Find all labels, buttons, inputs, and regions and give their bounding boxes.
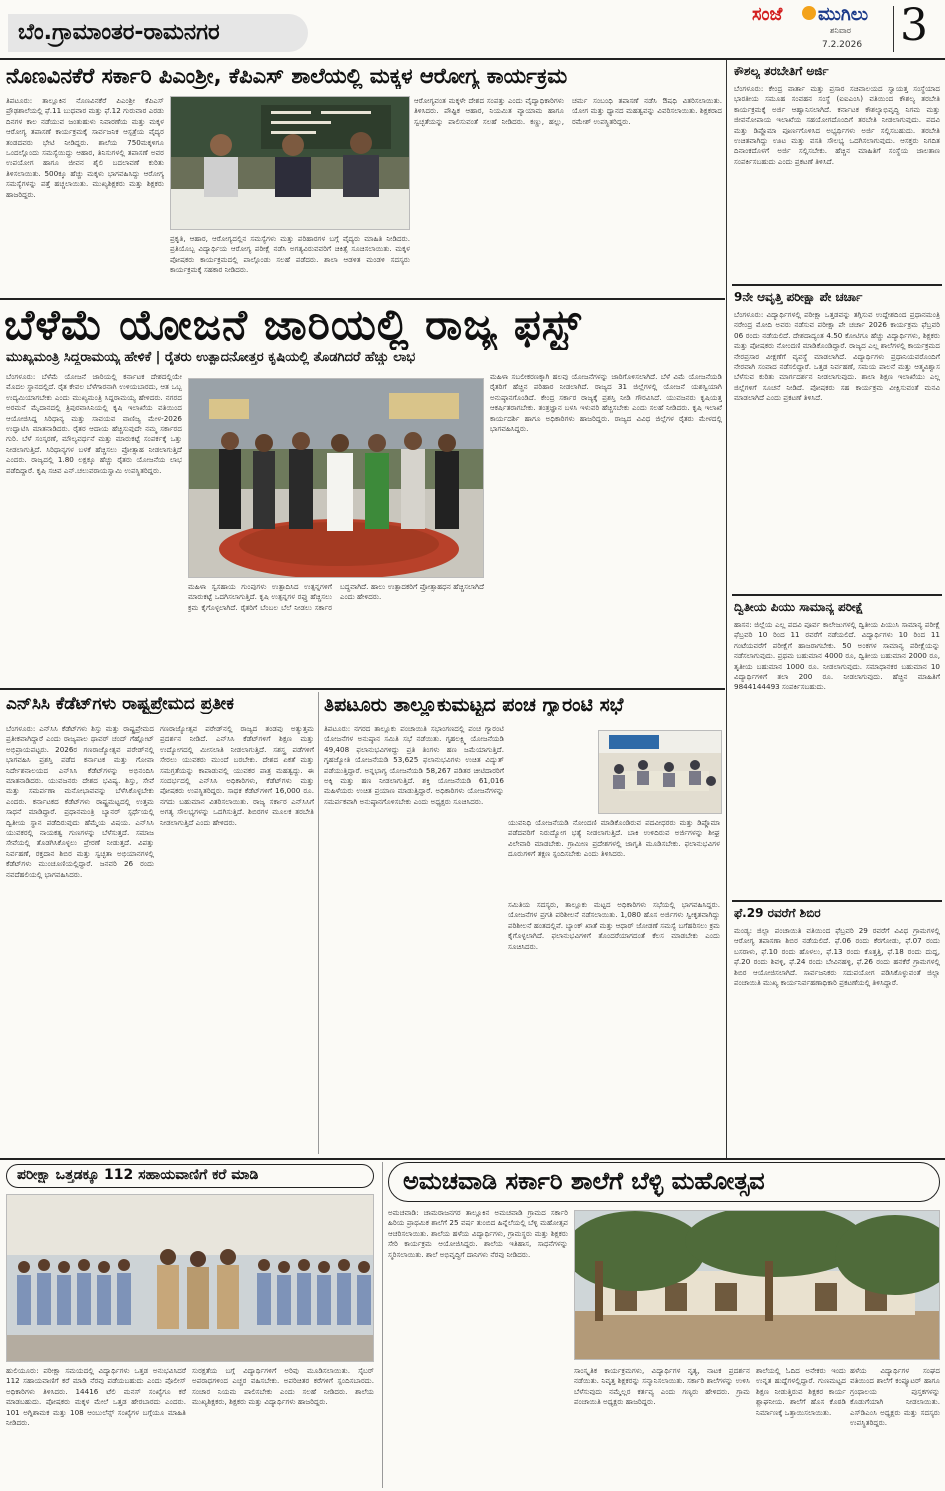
story5-headline: ಪರೀಕ್ಷಾ ಒತ್ತಡಕ್ಕೂ 112 ಸಹಾಯವಾಣಿಗೆ ಕರೆ ಮಾಡಿ <box>17 1167 259 1183</box>
issue-date: 7.2.2026 <box>822 40 863 50</box>
story1-col2: ಪ್ರಕೃತಿ, ಆಹಾರ, ಆರೋಗ್ಯದಲ್ಲಿನ ಸಮಸ್ಯೆಗಳು ಮತ್ತು ಪರಿಹಾರಗಳ ಬಗ್ಗೆ ವೈದ್ಯರು ಮಾಹಿತಿ ನೀಡಿದರು. ಪ್ರತಿಯೊಬ್ಬ ವಿದ್ಯಾರ್ಥಿಯ ಆರೋಗ್ಯ ಪರೀಕ್ಷೆ ನಡೆಸಿ ಅಗತ್ಯವಿರುವವರಿಗೆ ಚಿಕಿತ್ಸೆ ಸೂಚಿಸಲಾಯಿತು. ಮಕ್ಕಳ ಪೋಷಕರು ಕಾರ್ಯಕ್ರಮದಲ್ಲಿ ಪಾಲ್ಗೊಂಡು ಸಲಹೆ ಪಡೆದರು. ಶಾಲಾ ಆಡಳಿತ ಮಂಡಳಿ ಸದಸ್ಯರು ಕಾರ್ಯಕ್ರಮಕ್ಕೆ ಸಹಕಾರ ನೀಡಿದರು. <box>170 234 410 275</box>
sidebar-head-puc: ದ್ವಿತೀಯ ಪಿಯು ಸಾಮಾನ್ಯ ಪರೀಕ್ಷೆ <box>734 600 864 614</box>
students-photo <box>6 1194 374 1362</box>
sun-icon <box>802 6 816 20</box>
story-helpline <box>0 1160 380 1491</box>
story1-col1: ತಿಪಟೂರು: ತಾಲ್ಲೂಕಿನ ನೊಣವಿನಕೆರೆ ಪಿಎಂಶ್ರೀ ಕೆಪಿಎಸ್ ಪ್ರೌಢಶಾಲೆಯಲ್ಲಿ ಫೆ.11 ಬುಧವಾರ ಮತ್ತು ಫೆ.12 ಗುರುವಾರ ಎರಡು ದಿನಗಳ ಕಾಲ ನಡೆಯುವ ಜಂತುಹುಳು ನಿವಾರಣೆಯ ಮತ್ತು ಮಕ್ಕಳ ಆರೋಗ್ಯ ತಪಾಸಣೆ ಕಾರ್ಯಕ್ರಮಕ್ಕೆ ಸಾರ್ವಜನಿಕ ಆಸ್ಪತ್ರೆಯ ವೈದ್ಯರ ತಂಡದವರು ಭೇಟಿ ನೀಡಿದ್ದರು. ಶಾಲೆಯ 750ಮಕ್ಕಳಿಗೂ ಒಂದಲ್ಲೊಂದು ಸಮಸ್ಯೆಯಿದ್ದು ಆಹಾರ, ತಿನಿಸುಗಳಲ್ಲಿ ತಪಾಸಣೆ ಅವರ ಉಪಯೋಗ ಹಾಗೂ ಜೀವನ ಶೈಲಿ ಬದಲಾವಣೆ ಕುರಿತು ತಿಳಿಸಲಾಯಿತು. 500ಕ್ಕೂ ಹೆಚ್ಚು ಮಕ್ಕಳು ಭಾಗವಹಿಸಿದ್ದು ಆರೋಗ್ಯ ಸಮಸ್ಯೆಗಳನ್ನು ಪತ್ತೆ ಹಚ್ಚಲಾಯಿತು. ಮುಖ್ಯಶಿಕ್ಷಕರು ಮತ್ತು ಶಿಕ್ಷಕರು ಹಾಜರಿದ್ದರು. <box>6 96 164 199</box>
story3-headline: ಎನ್‌ಸಿಸಿ ಕೆಡೆಟ್‌ಗಳು ರಾಷ್ಟ್ರಪ್ರೇಮದ ಪ್ರತೀಕ <box>6 694 234 714</box>
story5-col2: ಸುರಕ್ಷತೆಯ ಬಗ್ಗೆ ವಿದ್ಯಾರ್ಥಿಗಳಿಗೆ ಅರಿವು ಮೂಡಿಸಲಾಯಿತು. ಸೈಬರ್ ಅಪರಾಧಗಳಿಂದ ಎಚ್ಚರ ವಹಿಸಬೇಕು. ಅಪರಿಚಿತರ ಕರೆಗಳಿಗೆ ಸ್ಪಂದಿಸಬಾರದು. ಸಂಚಾರ ನಿಯಮ ಪಾಲಿಸಬೇಕು ಎಂದು ಸಲಹೆ ನೀಡಿದರು. ಶಾಲೆಯ ಮುಖ್ಯಶಿಕ್ಷಕರು, ಶಿಕ್ಷಕರು ಮತ್ತು ವಿದ್ಯಾರ್ಥಿಗಳು ಹಾಜರಿದ್ದರು. <box>192 1366 374 1407</box>
story2-headline: ಬೆಳೆಮೆ ಯೋಜನೆ ಜಾರಿಯಲ್ಲಿ ರಾಜ್ಯ ಫಸ್ಟ್ <box>4 300 582 349</box>
section-title: ಬೆಂ.ಗ್ರಾಮಾಂತರ-ರಾಮನಗರ <box>18 20 220 45</box>
section-banner <box>8 14 308 52</box>
sidebar-body-pariksha: ಬೆಂಗಳೂರು: ವಿದ್ಯಾರ್ಥಿಗಳಲ್ಲಿ ಪರೀಕ್ಷಾ ಒತ್ತಡವನ್ನು ತಗ್ಗಿಸುವ ಉದ್ದೇಶದಿಂದ ಪ್ರಧಾನಮಂತ್ರಿ ನರೇಂದ್ರ ಮೋದಿ ಅವರು ನಡೆಸುವ ಪರೀಕ್ಷಾ ಪೇ ಚರ್ಚಾ 2026 ಕಾರ್ಯಕ್ರಮ ಫೆಬ್ರವರಿ 06 ರಂದು ನಡೆಯಲಿದೆ. ದೇಶದಾದ್ಯಂತ 4.50 ಕೋಟಿಗೂ ಹೆಚ್ಚು ವಿದ್ಯಾರ್ಥಿಗಳು, ಶಿಕ್ಷಕರು ಮತ್ತು ಪೋಷಕರು ನೋಂದಣಿ ಮಾಡಿಕೊಂಡಿದ್ದಾರೆ. ರಾಜ್ಯದ ಎಲ್ಲ ಶಾಲೆಗಳಲ್ಲಿ ಕಾರ್ಯಕ್ರಮದ ನೇರಪ್ರಸಾರ ವೀಕ್ಷಣೆಗೆ ವ್ಯವಸ್ಥೆ ಮಾಡಲಾಗಿದೆ. ವಿದ್ಯಾರ್ಥಿಗಳು ಪ್ರಧಾನಿಯವರೊಂದಿಗೆ ನೇರವಾಗಿ ಸಂವಾದ ನಡೆಸಲಿದ್ದಾರೆ. ಒತ್ತಡ ನಿರ್ವಹಣೆ, ಸಮಯ ಪಾಲನೆ ಮತ್ತು ಆತ್ಮವಿಶ್ವಾಸ ಬೆಳೆಸುವ ಕುರಿತು ಮಾರ್ಗದರ್ಶನ ನೀಡಲಾಗುವುದು. ಶಾಲಾ ಶಿಕ್ಷಣ ಇಲಾಖೆಯು ಎಲ್ಲ ಜಿಲ್ಲೆಗಳಿಗೆ ಸೂಚನೆ ನೀಡಿದೆ. ಪೋಷಕರು ಸಹ ಕಾರ್ಯಕ್ರಮ ವೀಕ್ಷಿಸುವಂತೆ ಮನವಿ ಮಾಡಲಾಗಿದೆ ಎಂದು ಪ್ರಕಟಣೆ ತಿಳಿಸಿದೆ. <box>734 310 940 403</box>
story6-col1: ಅಮಚವಾಡಿ: ಚಾಮರಾಜನಗರ ತಾಲ್ಲೂಕಿನ ಅಮಚವಾಡಿ ಗ್ರಾಮದ ಸರ್ಕಾರಿ ಹಿರಿಯ ಪ್ರಾಥಮಿಕ ಶಾಲೆಗೆ 25 ವರ್ಷ ತುಂಬಿದ ಹಿನ್ನೆಲೆಯಲ್ಲಿ ಬೆಳ್ಳಿ ಮಹೋತ್ಸವ ಆಚರಿಸಲಾಯಿತು. ಶಾಲೆಯ ಹಳೆಯ ವಿದ್ಯಾರ್ಥಿಗಳು, ಗ್ರಾಮಸ್ಥರು ಮತ್ತು ಶಿಕ್ಷಕರು ಸೇರಿ ಕಾರ್ಯಕ್ರಮ ಆಯೋಜಿಸಿದ್ದರು. ಶಾಲೆಯ ಇತಿಹಾಸ, ಸಾಧನೆಗಳನ್ನು ಸ್ಮರಿಸಲಾಯಿತು. ಶಾಲೆ ಅಭಿವೃದ್ಧಿಗೆ ದಾನಿಗಳು ನೆರವು ನೀಡಿದರು. <box>388 1208 568 1259</box>
story3-col1: ಬೆಂಗಳೂರು: ಎನ್‌ಸಿಸಿ ಕೆಡೆಟ್‌ಗಳು ಶಿಸ್ತು ಮತ್ತು ರಾಷ್ಟ್ರಪ್ರೇಮದ ಪ್ರತೀಕವಾಗಿದ್ದಾರೆ ಎಂದು ರಾಜ್ಯಪಾಲ ಥಾವರ್ ಚಂದ್ ಗೆಹ್ಲೋಟ್ ಅಭಿಪ್ರಾಯಪಟ್ಟರು. 2026ರ ಗಣರಾಜ್ಯೋತ್ಸವ ಪರೇಡ್‌ನಲ್ಲಿ ಭಾಗವಹಿಸಿ ಪ್ರಶಸ್ತಿ ಪಡೆದ ಕರ್ನಾಟಕ ಮತ್ತು ಗೋವಾ ನಿರ್ದೇಶನಾಲಯದ ಎನ್‌ಸಿಸಿ ಕೆಡೆಟ್‌ಗಳನ್ನು ಅಭಿನಂದಿಸಿ ಮಾತನಾಡಿದರು. ಯುವಜನರು ದೇಶದ ಭವಿಷ್ಯ. ಶಿಸ್ತು, ಸೇವೆ ಮತ್ತು ಸಮರ್ಪಣಾ ಮನೋಭಾವವನ್ನು ಬೆಳೆಸಿಕೊಳ್ಳಬೇಕು ಎಂದರು. ಕರ್ನಾಟಕದ ಕೆಡೆಟ್‌ಗಳು ರಾಷ್ಟ್ರಮಟ್ಟದಲ್ಲಿ ಉತ್ತಮ ಸಾಧನೆ ಮಾಡಿದ್ದಾರೆ. ಪ್ರಧಾನಮಂತ್ರಿ ಬ್ಯಾನರ್ ಸ್ಪರ್ಧೆಯಲ್ಲಿ ದ್ವಿತೀಯ ಸ್ಥಾನ ಪಡೆದಿರುವುದು ಹೆಮ್ಮೆಯ ವಿಷಯ. ಎನ್‌ಸಿಸಿ ಯುವಕರಲ್ಲಿ ನಾಯಕತ್ವ ಗುಣಗಳನ್ನು ಬೆಳೆಸುತ್ತದೆ. ಸಮಾಜ ಸೇವೆಯಲ್ಲಿ ತೊಡಗಿಸಿಕೊಳ್ಳಲು ಪ್ರೇರಣೆ ನೀಡುತ್ತದೆ. ವಿಪತ್ತು ನಿರ್ವಹಣೆ, ರಕ್ತದಾನ ಶಿಬಿರ ಮತ್ತು ಸ್ವಚ್ಛತಾ ಅಭಿಯಾನಗಳಲ್ಲಿ ಕೆಡೆಟ್‌ಗಳು ಮುಂಚೂಣಿಯಲ್ಲಿದ್ದಾರೆ. ಜನವರಿ 26 ರಂದು ನವದೆಹಲಿಯಲ್ಲಿ ಭಾಗವಹಿಸಿದರು. <box>6 724 154 879</box>
story2-col3: ಮಹಿಳಾ ಸಬಲೀಕರಣಕ್ಕಾಗಿ ಹಲವು ಯೋಜನೆಗಳನ್ನು ಜಾರಿಗೊಳಿಸಲಾಗಿದೆ. ಬೆಳೆ ವಿಮೆ ಯೋಜನೆಯಡಿ ರೈತರಿಗೆ ಹೆಚ್ಚಿನ ಪರಿಹಾರ ನೀಡಲಾಗಿದೆ. ರಾಜ್ಯದ 31 ಜಿಲ್ಲೆಗಳಲ್ಲಿ ಯೋಜನೆ ಯಶಸ್ವಿಯಾಗಿ ಅನುಷ್ಠಾನಗೊಂಡಿದೆ. ಕೇಂದ್ರ ಸರ್ಕಾರ ರಾಜ್ಯಕ್ಕೆ ಪ್ರಶಸ್ತಿ ನೀಡಿ ಗೌರವಿಸಿದೆ. ಯುವಜನರು ಕೃಷಿಯತ್ತ ಆಕರ್ಷಿತರಾಗಬೇಕು. ತಂತ್ರಜ್ಞಾನ ಬಳಸಿ ಇಳುವರಿ ಹೆಚ್ಚಿಸಬೇಕು ಎಂದು ಸಲಹೆ ನೀಡಿದರು. ಕೃಷಿ ಇಲಾಖೆ ಕಾರ್ಯದರ್ಶಿ ಹಾಗೂ ಅಧಿಕಾರಿಗಳು ಹಾಜರಿದ್ದರು. ರಾಜ್ಯದ ವಿವಿಧ ಜಿಲ್ಲೆಗಳ ರೈತರು ಮೇಳದಲ್ಲಿ ಭಾಗವಹಿಸಿದ್ದರು. <box>490 372 722 434</box>
story-ncc <box>0 690 318 1158</box>
sidebar-head-pariksha: 9ನೇ ಆವೃತ್ತಿ ಪರೀಕ್ಷಾ ಪೇ ಚರ್ಚಾ <box>734 290 863 304</box>
health-program-photo <box>170 96 410 230</box>
story-crop-scheme <box>0 300 725 688</box>
story6-col2: ಸಾಂಸ್ಕೃತಿಕ ಕಾರ್ಯಕ್ರಮಗಳು, ವಿದ್ಯಾರ್ಥಿಗಳ ನೃತ್ಯ, ನಾಟಕ ಪ್ರದರ್ಶನ ನಡೆಯಿತು. ನಿವೃತ್ತ ಶಿಕ್ಷಕರನ್ನು ಸನ್ಮಾನಿಸಲಾಯಿತು. ಸರ್ಕಾರಿ ಶಾಲೆಗಳನ್ನು ಉಳಿಸಿ ಬೆಳೆಸುವುದು ನಮ್ಮೆಲ್ಲರ ಕರ್ತವ್ಯ ಎಂದು ಗಣ್ಯರು ಹೇಳಿದರು. ಗ್ರಾಮ ಪಂಚಾಯಿತಿ ಅಧ್ಯಕ್ಷರು ಹಾಜರಿದ್ದರು. <box>574 1366 750 1407</box>
story6-headline-box <box>388 1162 940 1202</box>
school-photo <box>574 1210 940 1360</box>
meeting-photo <box>598 730 722 814</box>
story2-col2: ಮಹಿಳಾ ಸ್ವಸಹಾಯ ಗುಂಪುಗಳು ಉತ್ಪಾದಿಸಿದ ಉತ್ಪನ್ನಗಳಿಗೆ ಮಾರುಕಟ್ಟೆ ಒದಗಿಸಲಾಗುತ್ತಿದೆ. ಕೃಷಿ ಉತ್ಪನ್ನಗಳ ರಫ್ತು ಹೆಚ್ಚಿಸಲು ಕ್ರಮ ಕೈಗೊಳ್ಳಲಾಗಿದೆ. ರೈತರಿಗೆ ಬೆಂಬಲ ಬೆಲೆ ನೀಡಲು ಸರ್ಕಾರ ಬದ್ಧವಾಗಿದೆ. ಹಾಲು ಉತ್ಪಾದಕರಿಗೆ ಪ್ರೋತ್ಸಾಹಧನ ಹೆಚ್ಚಿಸಲಾಗಿದೆ ಎಂದು ಹೇಳಿದರು. <box>188 582 484 612</box>
masthead <box>0 0 945 58</box>
sidebar-body-skill: ಬೆಂಗಳೂರು: ಕೇಂದ್ರ ವಾರ್ತಾ ಮತ್ತು ಪ್ರಸಾರ ಸಚಿವಾಲಯದ ಸ್ವಾಯತ್ತ ಸಂಸ್ಥೆಯಾದ ಭಾರತೀಯ ಸಮೂಹ ಸಂವಹನ ಸಂಸ್ಥೆ (ಐಐಎಂಸಿ) ವತಿಯಿಂದ ಕೌಶಲ್ಯ ತರಬೇತಿ ಕಾರ್ಯಕ್ರಮಕ್ಕೆ ಅರ್ಜಿ ಆಹ್ವಾನಿಸಲಾಗಿದೆ. ಕರ್ನಾಟಕ ಕೌಶಲ್ಯಾಭಿವೃದ್ಧಿ ನಿಗಮ ಮತ್ತು ಜೀವನೋಪಾಯ ಇಲಾಖೆಯ ಸಹಯೋಗದೊಂದಿಗೆ ತರಬೇತಿ ನೀಡಲಾಗುವುದು. ಪದವಿ ಮತ್ತು ಡಿಪ್ಲೊಮಾ ಪೂರ್ಣಗೊಳಿಸಿದ ಅಭ್ಯರ್ಥಿಗಳು ಅರ್ಜಿ ಸಲ್ಲಿಸಬಹುದು. ತರಬೇತಿ ಉಚಿತವಾಗಿದ್ದು ಊಟ ಮತ್ತು ವಸತಿ ಸೌಲಭ್ಯ ಒದಗಿಸಲಾಗುವುದು. ಆಸಕ್ತರು ನಿಗದಿತ ದಿನಾಂಕದೊಳಗೆ ಅರ್ಜಿ ಸಲ್ಲಿಸಬೇಕು. ಹೆಚ್ಚಿನ ಮಾಹಿತಿಗೆ ಸಂಸ್ಥೆಯ ಜಾಲತಾಣ ಸಂಪರ್ಕಿಸಬಹುದು ಎಂದು ಪ್ರಕಟಣೆ ತಿಳಿಸಿದೆ. <box>734 84 940 166</box>
brand-right: ಮುಗಿಲು <box>818 4 869 25</box>
story2-subhead: ಮುಖ್ಯಮಂತ್ರಿ ಸಿದ್ದರಾಮಯ್ಯ ಹೇಳಿಕೆ | ರೈತರು ಉತ್ಪಾದನೋತ್ತರ ಕೃಷಿಯಲ್ಲಿ ತೊಡಗಿದರೆ ಹೆಚ್ಚು ಲಾಭ <box>6 350 416 365</box>
crop-fair-photo <box>188 378 484 578</box>
story1-col3: ಆರೋಗ್ಯವಂತ ಮಕ್ಕಳೇ ದೇಶದ ಸಂಪತ್ತು ಎಂದು ವೈದ್ಯಾಧಿಕಾರಿಗಳು ತಿಳಿಸಿದರು. ಪೌಷ್ಟಿಕ ಆಹಾರ, ನಿಯಮಿತ ವ್ಯಾಯಾಮ ಹಾಗೂ ಸ್ವಚ್ಛತೆಯನ್ನು ಪಾಲಿಸುವಂತೆ ಸಲಹೆ ನೀಡಿದರು. ಕಣ್ಣು, ಹಲ್ಲು, ಚರ್ಮ ಸಂಬಂಧಿ ತಪಾಸಣೆ ನಡೆಸಿ ಔಷಧಿ ವಿತರಿಸಲಾಯಿತು. ಯೋಗ ಮತ್ತು ಧ್ಯಾನದ ಮಹತ್ವವನ್ನು ವಿವರಿಸಲಾಯಿತು. ಶಿಕ್ಷಕರಾದ ರಮೇಶ್ ಉಪಸ್ಥಿತರಿದ್ದರು. <box>414 96 722 126</box>
story4-col1: ತಿಪಟೂರು: ನಗರದ ತಾಲ್ಲೂಕು ಪಂಚಾಯಿತಿ ಸಭಾಂಗಣದಲ್ಲಿ ಪಂಚ ಗ್ಯಾರಂಟಿ ಯೋಜನೆಗಳ ಅನುಷ್ಠಾನ ಸಮಿತಿ ಸಭೆ ನಡೆಯಿತು. ಗೃಹಲಕ್ಷ್ಮಿ ಯೋಜನೆಯಡಿ 49,408 ಫಲಾನುಭವಿಗಳಿದ್ದು ಪ್ರತಿ ತಿಂಗಳು ಹಣ ಜಮೆಯಾಗುತ್ತಿದೆ. ಗೃಹಜ್ಯೋತಿ ಯೋಜನೆಯಡಿ 53,625 ಫಲಾನುಭವಿಗಳು ಉಚಿತ ವಿದ್ಯುತ್ ಪಡೆಯುತ್ತಿದ್ದಾರೆ. ಅನ್ನಭಾಗ್ಯ ಯೋಜನೆಯಡಿ 58,267 ಪಡಿತರ ಚೀಟಿದಾರರಿಗೆ ಅಕ್ಕಿ ಮತ್ತು ಹಣ ನೀಡಲಾಗುತ್ತಿದೆ. ಶಕ್ತಿ ಯೋಜನೆಯಡಿ 61,016 ಮಹಿಳೆಯರು ಉಚಿತ ಪ್ರಯಾಣ ಮಾಡುತ್ತಿದ್ದಾರೆ. ಅಧಿಕಾರಿಗಳು ಯೋಜನೆಗಳನ್ನು ಸಮರ್ಪಕವಾಗಿ ಅನುಷ್ಠಾನಗೊಳಿಸಬೇಕು ಎಂದು ಅಧ್ಯಕ್ಷರು ಸೂಚಿಸಿದರು. <box>324 724 504 806</box>
page-number: 3 <box>900 0 928 51</box>
story1-headline: ನೊಣವಿನಕೆರೆ ಸರ್ಕಾರಿ ಪಿಎಂಶ್ರೀ, ಕೆಪಿಎಸ್ ಶಾಲೆಯಲ್ಲಿ ಮಕ್ಕಳ ಆರೋಗ್ಯ ಕಾರ್ಯಕ್ರಮ <box>6 64 568 88</box>
sidebar-body-puc: ಹಾಸನ: ಜಿಲ್ಲೆಯ ಎಲ್ಲ ಪದವಿ ಪೂರ್ವ ಕಾಲೇಜುಗಳಲ್ಲಿ ದ್ವಿತೀಯ ಪಿಯುಸಿ ಸಾಮಾನ್ಯ ಪರೀಕ್ಷೆ ಫೆಬ್ರವರಿ 10 ರಿಂದ 11 ರವರೆಗೆ ನಡೆಯಲಿದೆ. ವಿದ್ಯಾರ್ಥಿಗಳು 10 ರಿಂದ 11 ಗಂಟೆಯವರೆಗೆ ಪರೀಕ್ಷೆಗೆ ಹಾಜರಾಗಬೇಕು. 50 ಅಂಕಗಳ ಸಾಮಾನ್ಯ ಪರೀಕ್ಷೆಯನ್ನು ನಡೆಸಲಾಗುವುದು. ಪ್ರಥಮ ಬಹುಮಾನ 4000 ರೂ, ದ್ವಿತೀಯ ಬಹುಮಾನ 2000 ರೂ, ತೃತೀಯ ಬಹುಮಾನ 1000 ರೂ. ನೀಡಲಾಗುವುದು. ಸಮಾಧಾನಕರ ಬಹುಮಾನ 10 ವಿದ್ಯಾರ್ಥಿಗಳಿಗೆ ತಲಾ 200 ರೂ. ನೀಡಲಾಗುವುದು. ಹೆಚ್ಚಿನ ಮಾಹಿತಿಗೆ 9844144493 ಸಂಪರ್ಕಿಸಬಹುದು. <box>734 620 940 692</box>
issue-day: ಶನಿವಾರ <box>830 26 852 35</box>
brand-left: ಸಂಜೆ <box>752 4 783 25</box>
sidebar-body-camp: ಮಂಡ್ಯ: ಜಿಲ್ಲಾ ಪಂಚಾಯಿತಿ ವತಿಯಿಂದ ಫೆಬ್ರವರಿ 29 ರವರೆಗೆ ವಿವಿಧ ಗ್ರಾಮಗಳಲ್ಲಿ ಆರೋಗ್ಯ ತಪಾಸಣಾ ಶಿಬಿರ ನಡೆಯಲಿದೆ. ಫೆ.06 ರಂದು ಕೆರಗೋಡು, ಫೆ.07 ರಂದು ಬಸರಾಳು, ಫೆ.10 ರಂದು ಹೊಳಲು, ಫೆ.13 ರಂದು ಕೊತ್ತತ್ತಿ, ಫೆ.18 ರಂದು ದುದ್ದ, ಫೆ.20 ರಂದು ಶಿವಳ್ಳಿ, ಫೆ.24 ರಂದು ಬೇವಿನಹಳ್ಳಿ, ಫೆ.26 ರಂದು ಹನಕೆರೆ ಗ್ರಾಮಗಳಲ್ಲಿ ಶಿಬಿರ ಆಯೋಜಿಸಲಾಗಿದೆ. ಸಾರ್ವಜನಿಕರು ಸದುಪಯೋಗ ಪಡಿಸಿಕೊಳ್ಳುವಂತೆ ಜಿಲ್ಲಾ ಪಂಚಾಯಿತಿ ಮುಖ್ಯ ಕಾರ್ಯನಿರ್ವಹಣಾಧಿಕಾರಿ ಪ್ರಕಟಣೆಯಲ್ಲಿ ತಿಳಿಸಿದ್ದಾರೆ. <box>734 926 940 988</box>
sidebar <box>728 60 945 1158</box>
story4-headline: ತಿಪಟೂರು ತಾಲ್ಲೂಕುಮಟ್ಟದ ಪಂಚ ಗ್ಯಾರಂಟಿ ಸಭೆ <box>324 694 624 716</box>
story3-col2: ಗಣರಾಜ್ಯೋತ್ಸವ ಪರೇಡ್‌ನಲ್ಲಿ ರಾಜ್ಯದ ತಂಡವು ಅತ್ಯುತ್ತಮ ಪ್ರದರ್ಶನ ನೀಡಿದೆ. ಎನ್‌ಸಿಸಿ ಕೆಡೆಟ್‌ಗಳಿಗೆ ಶಿಕ್ಷಣ ಮತ್ತು ಉದ್ಯೋಗದಲ್ಲಿ ಮೀಸಲಾತಿ ನೀಡಲಾಗುತ್ತಿದೆ. ಸಶಸ್ತ್ರ ಪಡೆಗಳಿಗೆ ಸೇರಲು ಯುವಕರು ಮುಂದೆ ಬರಬೇಕು. ದೇಶದ ಏಕತೆ ಮತ್ತು ಸಮಗ್ರತೆಯನ್ನು ಕಾಪಾಡುವಲ್ಲಿ ಯುವಕರ ಪಾತ್ರ ಮಹತ್ವದ್ದು. ಈ ಸಂದರ್ಭದಲ್ಲಿ ಎನ್‌ಸಿಸಿ ಅಧಿಕಾರಿಗಳು, ಕೆಡೆಟ್‌ಗಳು ಮತ್ತು ಪೋಷಕರು ಉಪಸ್ಥಿತರಿದ್ದರು. ಸಾಧಕ ಕೆಡೆಟ್‌ಗಳಿಗೆ 16,000 ರೂ. ನಗದು ಬಹುಮಾನ ವಿತರಿಸಲಾಯಿತು. ರಾಜ್ಯ ಸರ್ಕಾರ ಎನ್‌ಸಿಸಿಗೆ ಅಗತ್ಯ ಸೌಲಭ್ಯಗಳನ್ನು ಒದಗಿಸುತ್ತಿದೆ. ಶಿಬಿರಗಳ ಮೂಲಕ ತರಬೇತಿ ನೀಡಲಾಗುತ್ತಿದೆ ಎಂದು ಹೇಳಿದರು. <box>160 724 314 827</box>
story-health-program <box>0 60 725 298</box>
story4-col3: ಸಮಿತಿಯ ಸದಸ್ಯರು, ತಾಲ್ಲೂಕು ಮಟ್ಟದ ಅಧಿಕಾರಿಗಳು ಸಭೆಯಲ್ಲಿ ಭಾಗವಹಿಸಿದ್ದರು. ಯೋಜನೆಗಳ ಪ್ರಗತಿ ಪರಿಶೀಲನೆ ನಡೆಸಲಾಯಿತು. 1,080 ಹೊಸ ಅರ್ಜಿಗಳು ಸ್ವೀಕೃತವಾಗಿದ್ದು ಪರಿಶೀಲನೆ ಹಂತದಲ್ಲಿವೆ. ಬ್ಯಾಂಕ್ ಖಾತೆ ಮತ್ತು ಆಧಾರ್ ಜೋಡಣೆ ಸಮಸ್ಯೆ ಬಗೆಹರಿಸಲು ಕ್ರಮ ಕೈಗೊಳ್ಳಲಾಗಿದೆ. ಫಲಾನುಭವಿಗಳಿಗೆ ತೊಂದರೆಯಾಗದಂತೆ ಕೆಲಸ ಮಾಡಬೇಕು ಎಂದು ಸೂಚಿಸಿದರು. <box>508 900 720 951</box>
sidebar-head-camp: ಫೆ.29 ರವರೆಗೆ ಶಿಬಿರ <box>734 906 821 920</box>
story6-headline: ಅಮಚವಾಡಿ ಸರ್ಕಾರಿ ಶಾಲೆಗೆ ಬೆಳ್ಳಿ ಮಹೋತ್ಸವ <box>403 1167 765 1195</box>
story5-headline-box <box>6 1164 374 1188</box>
story6-col3: ಶಾಲೆಯಲ್ಲಿ ಓದಿದ ಅನೇಕರು ಇಂದು ಉನ್ನತ ಹುದ್ದೆಗಳಲ್ಲಿದ್ದಾರೆ. ಗುಣಮಟ್ಟದ ಶಿಕ್ಷಣ ನೀಡುತ್ತಿರುವ ಶಿಕ್ಷಕರ ಕಾರ್ಯ ಶ್ಲಾಘನೀಯ. ಶಾಲೆಗೆ ಹೊಸ ಕೊಠಡಿ ನಿರ್ಮಾಣಕ್ಕೆ ಒತ್ತಾಯಿಸಲಾಯಿತು. <box>756 1366 846 1417</box>
story6-col4: ಹಳೆಯ ವಿದ್ಯಾರ್ಥಿಗಳ ಸಂಘದ ವತಿಯಿಂದ ಶಾಲೆಗೆ ಕಂಪ್ಯೂಟರ್ ಹಾಗೂ ಗ್ರಂಥಾಲಯ ಪುಸ್ತಕಗಳನ್ನು ಕೊಡುಗೆಯಾಗಿ ನೀಡಲಾಯಿತು. ಎಸ್‌ಡಿಎಂಸಿ ಅಧ್ಯಕ್ಷರು ಮತ್ತು ಸದಸ್ಯರು ಉಪಸ್ಥಿತರಿದ್ದರು. <box>850 1366 940 1428</box>
story4-col2: ಯುವನಿಧಿ ಯೋಜನೆಯಡಿ ನೋಂದಣಿ ಮಾಡಿಕೊಂಡಿರುವ ಪದವೀಧರರು ಮತ್ತು ಡಿಪ್ಲೊಮಾ ಪಡೆದವರಿಗೆ ನಿರುದ್ಯೋಗ ಭತ್ಯೆ ನೀಡಲಾಗುತ್ತಿದೆ. ಬಾಕಿ ಉಳಿದಿರುವ ಅರ್ಜಿಗಳನ್ನು ಶೀಘ್ರ ವಿಲೇವಾರಿ ಮಾಡಬೇಕು. ಗ್ರಾಮೀಣ ಪ್ರದೇಶಗಳಲ್ಲಿ ಜಾಗೃತಿ ಮೂಡಿಸಬೇಕು. ಫಲಾನುಭವಿಗಳ ದೂರುಗಳಿಗೆ ತಕ್ಷಣ ಸ್ಪಂದಿಸಬೇಕು ಎಂದು ತಿಳಿಸಿದರು. <box>508 818 720 859</box>
brand-logo <box>752 4 892 38</box>
story-guarantee-meeting <box>320 690 725 1158</box>
sidebar-head-skill: ಕೌಶಲ್ಯ ತರಬೇತಿಗೆ ಅರ್ಜಿ <box>734 64 829 78</box>
story2-col1: ಬೆಂಗಳೂರು: ಬೆಳೆಮೆ ಯೋಜನೆ ಜಾರಿಯಲ್ಲಿ ಕರ್ನಾಟಕ ದೇಶದಲ್ಲಿಯೇ ಮೊದಲ ಸ್ಥಾನದಲ್ಲಿದೆ. ರೈತ ಕೇವಲ ಬೆಳೆಗಾರನಾಗಿ ಉಳಿಯಬಾರದು, ಆತ ಒಬ್ಬ ಉದ್ಯಮಿಯಾಗಬೇಕು ಎಂದು ಮುಖ್ಯಮಂತ್ರಿ ಸಿದ್ದರಾಮಯ್ಯ ಹೇಳಿದರು. ನಗರದ ಅರಮನೆ ಮೈದಾನದಲ್ಲಿ ತ್ರಿಪುರವಾಸಿನಿಯಲ್ಲಿ ಕೃಷಿ ಇಲಾಖೆಯ ವತಿಯಿಂದ ಆಯೋಜಿಸಿದ್ದ ಸಿರಿಧಾನ್ಯ ಮತ್ತು ಸಾವಯವ ವಾಣಿಜ್ಯ ಮೇಳ-2026 ಉದ್ಘಾಟಿಸಿ ಮಾತನಾಡಿದರು. ರೈತರ ಆದಾಯ ಹೆಚ್ಚಿಸುವುದೇ ನಮ್ಮ ಸರ್ಕಾರದ ಗುರಿ. ಬೆಳೆ ಸಂಸ್ಕರಣೆ, ಮೌಲ್ಯವರ್ಧನೆ ಮತ್ತು ಮಾರುಕಟ್ಟೆ ಸಂಪರ್ಕಕ್ಕೆ ಒತ್ತು ನೀಡಲಾಗುತ್ತಿದೆ. ಸಿರಿಧಾನ್ಯಗಳ ಬಳಕೆ ಹೆಚ್ಚಿಸಲು ಪ್ರೋತ್ಸಾಹ ನೀಡಲಾಗುತ್ತಿದೆ ಎಂದರು. ರಾಜ್ಯದಲ್ಲಿ 1.80 ಲಕ್ಷಕ್ಕೂ ಹೆಚ್ಚು ರೈತರು ಯೋಜನೆಯ ಲಾಭ ಪಡೆದಿದ್ದಾರೆ. ಕೃಷಿ ಸಚಿವ ಎನ್.ಚಲುವರಾಯಸ್ವಾಮಿ ಉಪಸ್ಥಿತರಿದ್ದರು. <box>6 372 182 475</box>
story-silver-jubilee <box>384 1160 945 1491</box>
story5-col1: ಹುಲಿಯೂರು: ಪರೀಕ್ಷಾ ಸಮಯದಲ್ಲಿ ವಿದ್ಯಾರ್ಥಿಗಳು ಒತ್ತಡ ಅನುಭವಿಸಿದರೆ 112 ಸಹಾಯವಾಣಿಗೆ ಕರೆ ಮಾಡಿ ನೆರವು ಪಡೆಯಬಹುದು ಎಂದು ಪೊಲೀಸ್ ಅಧಿಕಾರಿಗಳು ತಿಳಿಸಿದರು. 14416 ಟೆಲಿ ಮನಸ್ ಸಂಖ್ಯೆಗೂ ಕರೆ ಮಾಡಬಹುದು. ಪೋಷಕರು ಮಕ್ಕಳ ಮೇಲೆ ಒತ್ತಡ ಹೇರಬಾರದು ಎಂದರು. 101 ಅಗ್ನಿಶಾಮಕ ಮತ್ತು 108 ಆಂಬುಲೆನ್ಸ್ ಸಂಖ್ಯೆಗಳ ಬಗ್ಗೆಯೂ ಮಾಹಿತಿ ನೀಡಿದರು. <box>6 1366 186 1428</box>
